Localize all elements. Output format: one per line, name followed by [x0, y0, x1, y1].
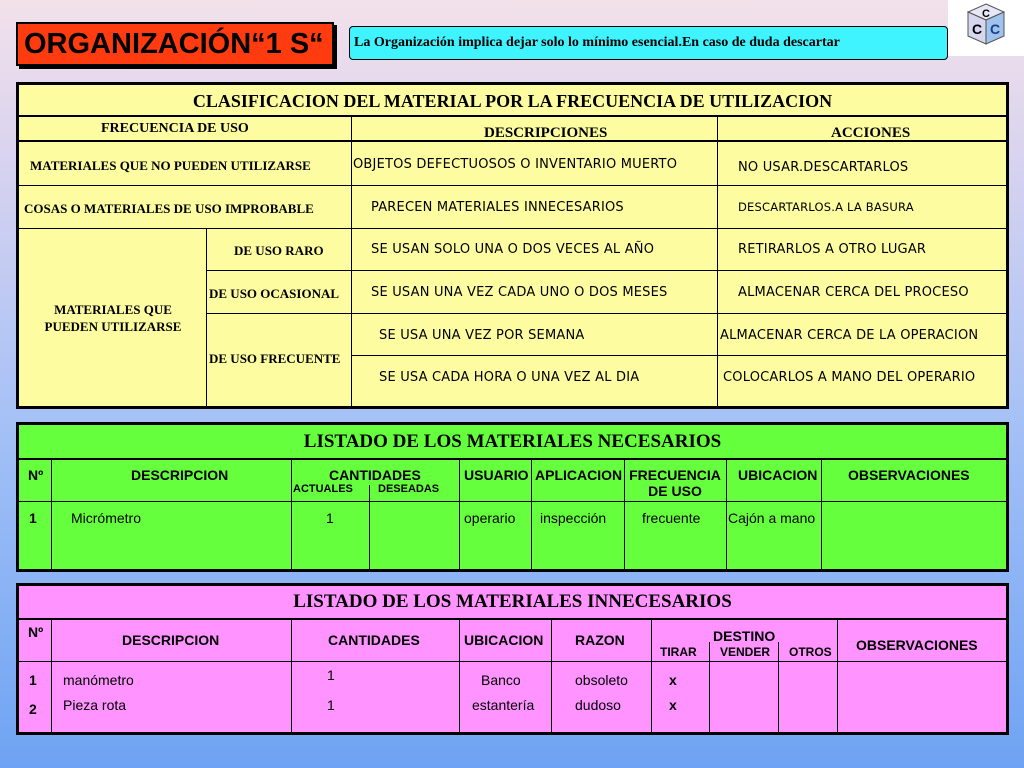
sub-row-descripcion: SE USAN SOLO UNA O DOS VECES AL AÑO — [371, 242, 655, 257]
header-num: Nº — [28, 624, 44, 640]
row-razon: dudoso — [575, 697, 621, 713]
logo — [948, 0, 1024, 56]
classification-title: CLASIFICACION DEL MATERIAL POR LA FRECUENCIA DE UTILIZACION — [192, 91, 833, 111]
row-descripcion: PARECEN MATERIALES INNECESARIOS — [371, 200, 624, 215]
row-aplicacion: inspección — [540, 510, 607, 526]
row-frecuencia: frecuente — [642, 510, 701, 526]
sub-row-accion: RETIRARLOS A OTRO LUGAR — [738, 242, 927, 257]
header-observaciones: OBSERVACIONES — [856, 637, 978, 653]
header-cantidades: CANTIDADES — [328, 632, 420, 648]
col-acciones: ACCIONES — [831, 125, 911, 141]
header-ubicacion: UBICACION — [464, 632, 544, 648]
row-num: 1 — [29, 510, 37, 526]
row-razon: obsoleto — [575, 672, 628, 688]
classification-table — [16, 82, 1009, 409]
row-descripcion: Micrómetro — [71, 510, 142, 526]
sub-row-uso: DE USO FRECUENTE — [209, 351, 341, 366]
group-label: MATERIALES QUE PUEDEN UTILIZARSE — [44, 302, 182, 334]
header-destino: DESTINO — [713, 628, 776, 644]
row-descripcion: OBJETOS DEFECTUOSOS O INVENTARIO MUERTO — [353, 157, 678, 172]
necesarios-title: LISTADO DE LOS MATERIALES NECESARIOS — [303, 431, 722, 452]
header-otros: OTROS — [789, 645, 832, 659]
sub-row-accion: ALMACENAR CERCA DEL PROCESO — [738, 285, 969, 300]
row-ubicacion: Banco — [481, 672, 521, 688]
sub-row-descripcion: SE USAN UNA VEZ CADA UNO O DOS MESES — [371, 285, 668, 300]
header-num: Nº — [28, 467, 44, 483]
header-cantidades: CANTIDADES — [329, 467, 421, 483]
row-tirar: x — [669, 697, 677, 713]
row-tirar: x — [669, 672, 677, 688]
row-cantidad: 1 — [327, 667, 335, 683]
row-frecuencia: COSAS O MATERIALES DE USO IMPROBABLE — [24, 201, 314, 216]
row-cantidad: 1 — [327, 697, 335, 713]
innecesarios-title: LISTADO DE LOS MATERIALES INNECESARIOS — [293, 591, 732, 612]
row-frecuencia: MATERIALES QUE NO PUEDEN UTILIZARSE — [30, 158, 311, 173]
header-razon: RAZON — [575, 632, 625, 648]
row-descripcion: manómetro — [63, 672, 134, 688]
page-title: ORGANIZACIÓN“1 S“ — [16, 22, 334, 66]
sub-row-uso: DE USO OCASIONAL — [209, 286, 340, 301]
col-frecuencia-uso: FRECUENCIA DE USO — [101, 121, 249, 136]
header-usuario: USUARIO — [464, 467, 529, 483]
header-aplicacion: APLICACION — [535, 467, 623, 483]
sub-row-uso: DE USO RARO — [234, 243, 324, 258]
logo-letter-left: C — [971, 21, 983, 37]
necesarios-table — [16, 422, 1009, 572]
cube-logo-icon — [948, 0, 1024, 56]
sub-row-accion: ALMACENAR CERCA DE LA OPERACION — [720, 328, 979, 343]
row-usuario: operario — [464, 510, 516, 526]
header-descripcion: DESCRIPCION — [122, 632, 220, 648]
row-num: 2 — [29, 701, 37, 717]
header-vender: VENDER — [720, 645, 771, 659]
row-ubicacion: Cajón a mano — [728, 510, 816, 526]
logo-letter-top: C — [982, 8, 990, 20]
row-actuales: 1 — [326, 510, 334, 526]
row-accion: NO USAR.DESCARTARLOS — [738, 160, 909, 175]
logo-letter-right: C — [989, 21, 1001, 37]
row-num: 1 — [29, 672, 37, 688]
subtitle-banner: La Organización implica dejar solo lo mínimo esencial.En caso de duda descartar — [349, 26, 948, 60]
header-observaciones: OBSERVACIONES — [848, 467, 970, 483]
header-tirar: TIRAR — [660, 645, 697, 659]
row-accion: DESCARTARLOS.A LA BASURA — [738, 200, 914, 214]
innecesarios-table — [16, 583, 1009, 735]
header-deseadas: DESEADAS — [378, 483, 440, 495]
header-actuales: ACTUALES — [293, 483, 353, 495]
header-frecuencia: FRECUENCIA DE USO — [629, 467, 721, 499]
sub-row-accion: COLOCARLOS A MANO DEL OPERARIO — [723, 370, 976, 385]
sub-row-descripcion: SE USA UNA VEZ POR SEMANA — [379, 328, 585, 343]
col-descripciones: DESCRIPCIONES — [484, 125, 608, 141]
sub-row-descripcion: SE USA CADA HORA O UNA VEZ AL DIA — [379, 370, 640, 385]
row-ubicacion: estantería — [472, 697, 535, 713]
row-descripcion: Pieza rota — [63, 697, 127, 713]
header-descripcion: DESCRIPCION — [131, 467, 229, 483]
header-ubicacion: UBICACION — [738, 467, 818, 483]
